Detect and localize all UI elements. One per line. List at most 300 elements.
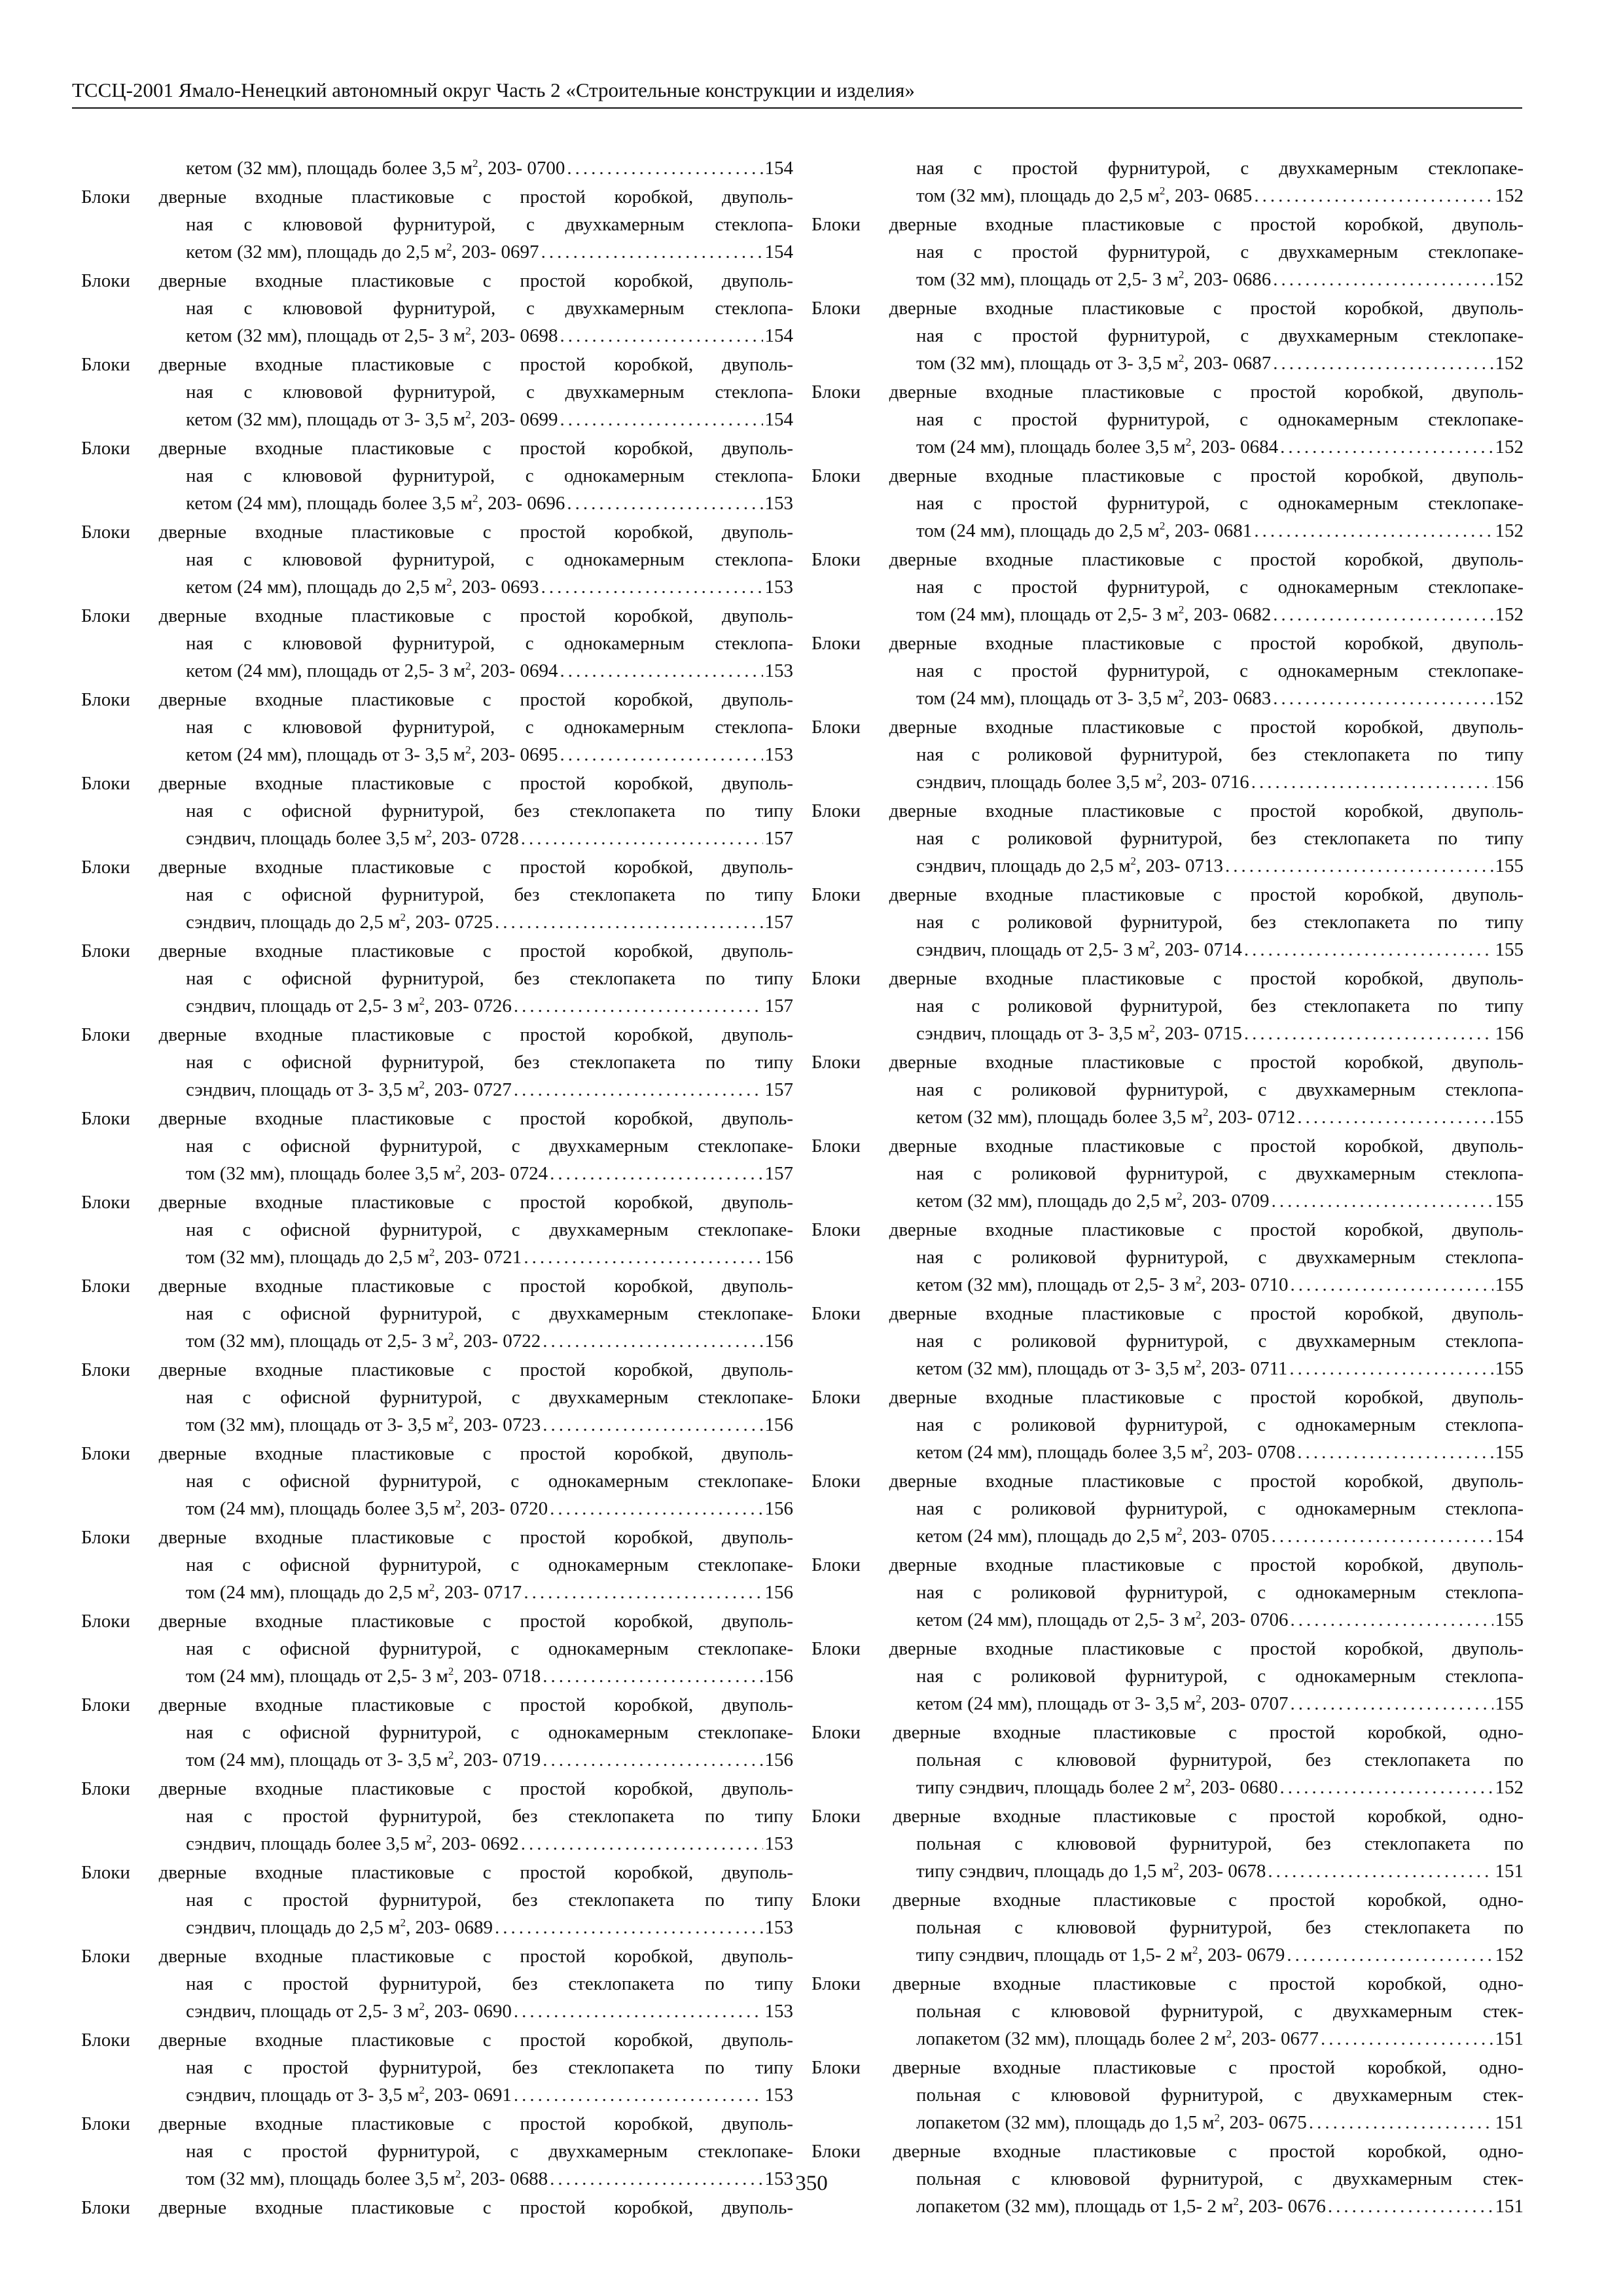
dot-leader bbox=[543, 1662, 762, 1690]
entry-text bbox=[186, 825, 519, 852]
dot-leader bbox=[543, 1327, 762, 1355]
dot-leader bbox=[1273, 266, 1493, 293]
unit-exponent: 2 bbox=[448, 1330, 454, 1342]
entry-text-main: кетом (32 мм), площадь от 3- 3,5 м bbox=[186, 409, 466, 430]
entry-line: Блоки дверные входные пластиковые с простой коробкой, двуполь- bbox=[81, 1443, 793, 1464]
entry-last-line bbox=[812, 852, 1524, 880]
entry-line: Блоки дверные входные пластиковые с простой коробкой, двуполь- bbox=[812, 1471, 1524, 1492]
unit-exponent: 2 bbox=[400, 1916, 406, 1929]
entry-page-number: 155 bbox=[1495, 1609, 1524, 1630]
dot-leader bbox=[514, 2081, 763, 2109]
index-entry bbox=[81, 267, 793, 350]
entry-page-number: 157 bbox=[764, 828, 793, 849]
entry-line: Блоки дверные входные пластиковые с простой коробкой, двуполь- bbox=[81, 1527, 793, 1548]
entry-line: ная с офисной фурнитурой, с однокамерным стеклопаке- bbox=[186, 1638, 793, 1659]
entry-line: Блоки дверные входные пластиковые с простой коробкой, двуполь- bbox=[81, 857, 793, 878]
dot-leader bbox=[1297, 1103, 1493, 1131]
entry-last-line bbox=[812, 350, 1524, 377]
entry-last-line bbox=[812, 1522, 1524, 1550]
entry-last-line bbox=[81, 573, 793, 601]
entry-text bbox=[916, 266, 1271, 293]
entry-last-line bbox=[812, 601, 1524, 628]
entry-page-number: 157 bbox=[764, 996, 793, 1016]
index-entry bbox=[812, 630, 1524, 712]
unit-exponent: 2 bbox=[1178, 603, 1185, 616]
entry-last-line bbox=[812, 1103, 1524, 1131]
entry-text-main: лопакетом (32 мм), площадь от 1,5- 2 м bbox=[916, 2196, 1234, 2217]
entry-line: ная с роликовой фурнитурой, с однокамерным стеклопа- bbox=[916, 1498, 1524, 1519]
entry-page-number: 156 bbox=[764, 1749, 793, 1770]
entry-page-number: 156 bbox=[764, 1666, 793, 1687]
entry-last-line bbox=[812, 936, 1524, 963]
entry-text-main: кетом (32 мм), площадь до 2,5 м bbox=[916, 1191, 1177, 1211]
entry-page-number: 152 bbox=[1495, 185, 1524, 206]
entry-text-main: сэндвич, площадь от 3- 3,5 м bbox=[186, 1079, 419, 1100]
entry-code: , 203- 0713 bbox=[1136, 855, 1223, 876]
entry-line: ная с офисной фурнитурой, с двухкамерным стеклопаке- bbox=[186, 1219, 793, 1240]
entry-text bbox=[916, 1774, 1278, 1801]
entry-line: Блоки дверные входные пластиковые с простой коробкой, одно- bbox=[812, 2141, 1524, 2162]
entry-last-line bbox=[81, 1076, 793, 1103]
entry-last-line bbox=[812, 2109, 1524, 2136]
entry-text-main: том (24 мм), площадь от 3- 3,5 м bbox=[916, 688, 1179, 709]
entry-code: , 203- 0718 bbox=[454, 1666, 541, 1687]
entry-line: Блоки дверные входные пластиковые с простой коробкой, одно- bbox=[812, 1806, 1524, 1827]
entry-code: , 203- 0690 bbox=[424, 2001, 512, 2022]
unit-exponent: 2 bbox=[419, 2084, 425, 2096]
dot-leader bbox=[1289, 1355, 1493, 1382]
entry-text-main: типу сэндвич, площадь от 1,5- 2 м bbox=[916, 1945, 1192, 1965]
entry-text bbox=[916, 1439, 1295, 1466]
entry-line: Блоки дверные входные пластиковые с простой коробкой, одно- bbox=[812, 1890, 1524, 1910]
entry-last-line bbox=[81, 1160, 793, 1187]
dot-leader bbox=[1280, 433, 1493, 461]
entry-last-line bbox=[81, 908, 793, 936]
entry-last-line bbox=[81, 2081, 793, 2109]
unit-exponent: 2 bbox=[1196, 1609, 1202, 1621]
entry-page-number: 152 bbox=[1495, 688, 1524, 709]
entry-code: , 203- 0719 bbox=[454, 1749, 541, 1770]
entry-line: ная с клювовой фурнитурой, с двухкамерным стеклопа- bbox=[186, 298, 793, 319]
entry-page-number: 152 bbox=[1495, 520, 1524, 541]
entry-line: ная с роликовой фурнитурой, с двухкамерным стеклопа- bbox=[916, 1247, 1524, 1268]
dot-leader bbox=[1244, 1020, 1493, 1047]
dot-leader bbox=[543, 1746, 762, 1774]
entry-page-number: 153 bbox=[764, 660, 793, 681]
entry-code: , 203- 0721 bbox=[435, 1247, 522, 1268]
entry-text-main: том (32 мм), площадь до 2,5 м bbox=[916, 185, 1160, 206]
index-entry bbox=[812, 1970, 1524, 2053]
entry-last-line bbox=[81, 992, 793, 1020]
entry-code: , 203- 0722 bbox=[454, 1331, 541, 1352]
dot-leader bbox=[514, 1998, 763, 2025]
entry-text bbox=[186, 1579, 522, 1606]
unit-exponent: 2 bbox=[1226, 2028, 1232, 2040]
entry-code: , 203- 0695 bbox=[471, 744, 558, 765]
entry-last-line bbox=[81, 1830, 793, 1857]
entry-page-number: 151 bbox=[1495, 2112, 1524, 2133]
entry-text-main: сэндвич, площадь от 3- 3,5 м bbox=[186, 2085, 419, 2106]
entry-line: ная с роликовой фурнитурой, с двухкамерным стеклопа- bbox=[916, 1331, 1524, 1352]
entry-page-number: 156 bbox=[1495, 1023, 1524, 1044]
entry-text-main: том (24 мм), площадь от 2,5- 3 м bbox=[916, 604, 1179, 625]
entry-last-line bbox=[812, 1690, 1524, 1717]
entry-text-main: типу сэндвич, площадь до 1,5 м bbox=[916, 1861, 1173, 1882]
entry-text bbox=[916, 2193, 1326, 2220]
entry-line: ная с клювовой фурнитурой, с однокамерным стеклопа- bbox=[186, 549, 793, 570]
entry-line: ная с клювовой фурнитурой, с однокамерным стеклопа- bbox=[186, 717, 793, 738]
entry-line: Блоки дверные входные пластиковые с простой коробкой, двуполь- bbox=[812, 465, 1524, 486]
entry-line: ная с роликовой фурнитурой, без стеклопакета по типу bbox=[916, 912, 1524, 933]
entry-text bbox=[916, 1690, 1289, 1717]
index-entry bbox=[81, 1607, 793, 1690]
index-entry bbox=[81, 602, 793, 685]
entry-page-number: 157 bbox=[764, 912, 793, 933]
entry-text bbox=[186, 322, 558, 350]
entry-line: ная с офисной фурнитурой, с однокамерным стеклопаке- bbox=[186, 1722, 793, 1743]
entry-line: ная с офисной фурнитурой, без стеклопакета по типу bbox=[186, 968, 793, 989]
entry-text-main: кетом (24 мм), площадь от 3- 3,5 м bbox=[186, 744, 466, 765]
entry-text-main: кетом (32 мм), площадь от 2,5- 3 м bbox=[186, 325, 466, 346]
entry-page-number: 156 bbox=[764, 1331, 793, 1352]
entry-line: Блоки дверные входные пластиковые с простой коробкой, двуполь- bbox=[81, 689, 793, 710]
dot-leader bbox=[1254, 182, 1493, 209]
entry-code: , 203- 0692 bbox=[431, 1833, 519, 1854]
entry-page-number: 155 bbox=[1495, 1442, 1524, 1463]
entry-code: , 203- 0675 bbox=[1220, 2112, 1307, 2133]
unit-exponent: 2 bbox=[1177, 1525, 1183, 1537]
entry-text-main: сэндвич, площадь от 2,5- 3 м bbox=[186, 996, 419, 1016]
entry-line: Блоки дверные входные пластиковые с простой коробкой, одно- bbox=[812, 2057, 1524, 2078]
entry-line: ная с клювовой фурнитурой, с двухкамерным стеклопа- bbox=[186, 214, 793, 235]
entry-text-main: том (24 мм), площадь от 3- 3,5 м bbox=[186, 1749, 448, 1770]
dot-leader bbox=[495, 1914, 763, 1941]
index-entry bbox=[812, 713, 1524, 796]
entry-line: польная с клювовой фурнитурой, без стеклопакета по bbox=[916, 1749, 1524, 1770]
unit-exponent: 2 bbox=[1178, 687, 1185, 700]
index-entry bbox=[812, 1049, 1524, 1131]
dot-leader bbox=[1280, 1774, 1493, 1801]
entry-text bbox=[916, 1355, 1287, 1382]
entry-page-number: 153 bbox=[764, 2001, 793, 2022]
entry-line: Блоки дверные входные пластиковые с простой коробкой, двуполь- bbox=[812, 1303, 1524, 1324]
entry-page-number: 156 bbox=[1495, 772, 1524, 793]
unit-exponent: 2 bbox=[1202, 1106, 1209, 1119]
entry-line: ная с офисной фурнитурой, с двухкамерным стеклопаке- bbox=[186, 1136, 793, 1157]
dot-leader bbox=[550, 1160, 762, 1187]
entry-line: Блоки дверные входные пластиковые с простой коробкой, двуполь- bbox=[81, 1778, 793, 1799]
entry-code: , 203- 0697 bbox=[452, 242, 539, 262]
entry-line: Блоки дверные входные пластиковые с простой коробкой, двуполь- bbox=[81, 773, 793, 794]
entry-last-line bbox=[81, 1662, 793, 1690]
entry-text-main: сэндвич, площадь от 2,5- 3 м bbox=[916, 939, 1150, 960]
entry-code: , 203- 0709 bbox=[1182, 1191, 1270, 1211]
unit-exponent: 2 bbox=[472, 157, 478, 170]
entry-text bbox=[916, 1271, 1289, 1299]
entry-line: ная с простой фурнитурой, без стеклопакета по типу bbox=[186, 1973, 793, 1994]
entry-text bbox=[186, 238, 539, 266]
entry-text bbox=[186, 1746, 541, 1774]
index-entry bbox=[81, 853, 793, 936]
running-header: ТССЦ-2001 Ямало-Ненецкий автономный округ Часть 2 «Строительные конструкции и изделия» bbox=[72, 73, 1522, 109]
entry-text-main: том (24 мм), площадь более 3,5 м bbox=[186, 1498, 455, 1519]
entry-line: Блоки дверные входные пластиковые с простой коробкой, двуполь- bbox=[81, 1108, 793, 1129]
entry-page-number: 154 bbox=[764, 409, 793, 430]
entry-code: , 203- 0687 bbox=[1184, 353, 1272, 374]
index-entry bbox=[81, 1272, 793, 1355]
index-entry bbox=[81, 1356, 793, 1439]
entry-text-main: том (32 мм), площадь от 3- 3,5 м bbox=[186, 1414, 448, 1435]
entry-line: Блоки дверные входные пластиковые с простой коробкой, двуполь- bbox=[812, 1638, 1524, 1659]
unit-exponent: 2 bbox=[1202, 1441, 1209, 1454]
entry-last-line bbox=[81, 1746, 793, 1774]
entry-line: ная с клювовой фурнитурой, с двухкамерным стеклопа- bbox=[186, 382, 793, 403]
dot-leader bbox=[495, 908, 763, 936]
unit-exponent: 2 bbox=[1149, 1022, 1155, 1035]
entry-code: , 203- 0689 bbox=[406, 1917, 493, 1938]
dot-leader bbox=[1273, 350, 1493, 377]
entry-text bbox=[916, 1020, 1242, 1047]
unit-exponent: 2 bbox=[1178, 268, 1185, 281]
index-entry bbox=[812, 462, 1524, 545]
dot-leader bbox=[543, 1411, 762, 1439]
entry-line: Блоки дверные входные пластиковые с простой коробкой, двуполь- bbox=[81, 438, 793, 459]
entry-code: , 203- 0700 bbox=[478, 158, 565, 179]
entry-text-main: кетом (32 мм), площадь более 3,5 м bbox=[186, 158, 473, 179]
unit-exponent: 2 bbox=[465, 744, 471, 756]
entry-text-main: кетом (24 мм), площадь более 3,5 м bbox=[916, 1442, 1203, 1463]
entry-text-main: сэндвич, площадь более 3,5 м bbox=[186, 1833, 427, 1854]
entry-text bbox=[186, 1160, 548, 1187]
entry-text bbox=[186, 657, 558, 685]
entry-last-line bbox=[81, 490, 793, 517]
entry-last-line bbox=[812, 2193, 1524, 2220]
entry-last-line bbox=[812, 1606, 1524, 1634]
entry-page-number: 157 bbox=[764, 1163, 793, 1184]
index-entry bbox=[81, 351, 793, 433]
unit-exponent: 2 bbox=[419, 1079, 425, 1091]
entry-text bbox=[186, 1830, 519, 1857]
entry-code: , 203- 0723 bbox=[454, 1414, 541, 1435]
entry-text-main: том (24 мм), площадь более 3,5 м bbox=[916, 437, 1186, 457]
unit-exponent: 2 bbox=[1196, 1274, 1202, 1286]
entry-text bbox=[186, 908, 493, 936]
entry-text-main: кетом (32 мм), площадь более 3,5 м bbox=[916, 1107, 1203, 1128]
entry-line: Блоки дверные входные пластиковые с простой коробкой, одно- bbox=[812, 1722, 1524, 1743]
entry-line: ная с простой фурнитурой, с однокамерным стеклопаке- bbox=[916, 409, 1524, 430]
unit-exponent: 2 bbox=[446, 241, 452, 253]
index-column-right bbox=[812, 154, 1524, 2221]
entry-text-main: кетом (24 мм), площадь до 2,5 м bbox=[186, 577, 447, 598]
index-entry bbox=[812, 881, 1524, 963]
entry-line: Блоки дверные входные пластиковые с простой коробкой, двуполь- bbox=[812, 1387, 1524, 1408]
entry-text bbox=[916, 2109, 1307, 2136]
entry-last-line bbox=[81, 238, 793, 266]
entry-line: ная с простой фурнитурой, с двухкамерным стеклопаке- bbox=[916, 158, 1524, 179]
unit-exponent: 2 bbox=[429, 1246, 435, 1259]
entry-code: , 203- 0681 bbox=[1165, 520, 1253, 541]
entry-code: , 203- 0679 bbox=[1198, 1945, 1285, 1965]
entry-page-number: 153 bbox=[764, 577, 793, 598]
entry-code: , 203- 0677 bbox=[1232, 2028, 1319, 2049]
entry-text-main: том (32 мм), площадь от 2,5- 3 м bbox=[916, 269, 1179, 290]
dot-leader bbox=[524, 1244, 762, 1271]
entry-last-line bbox=[81, 825, 793, 852]
entry-code: , 203- 0678 bbox=[1179, 1861, 1266, 1882]
entry-last-line bbox=[812, 182, 1524, 209]
dot-leader bbox=[1254, 517, 1493, 545]
entry-last-line bbox=[81, 406, 793, 433]
entry-line: ная с простой фурнитурой, с двухкамерным стеклопаке- bbox=[916, 325, 1524, 346]
entry-text-main: том (32 мм), площадь до 2,5 м bbox=[186, 1247, 429, 1268]
entry-page-number: 152 bbox=[1495, 437, 1524, 457]
entry-page-number: 153 bbox=[764, 2085, 793, 2106]
entry-text bbox=[916, 1857, 1266, 1885]
entry-line: Блоки дверные входные пластиковые с простой коробкой, двуполь- bbox=[812, 1136, 1524, 1157]
dot-leader bbox=[1321, 2025, 1493, 2053]
entry-line: ная с роликовой фурнитурой, с однокамерным стеклопа- bbox=[916, 1414, 1524, 1435]
entry-last-line bbox=[812, 1857, 1524, 1885]
unit-exponent: 2 bbox=[1159, 185, 1166, 197]
entry-line: Блоки дверные входные пластиковые с простой коробкой, двуполь- bbox=[81, 354, 793, 375]
entry-line: ная с офисной фурнитурой, без стеклопакета по типу bbox=[186, 884, 793, 905]
entry-code: , 203- 0724 bbox=[461, 1163, 548, 1184]
entry-text-main: сэндвич, площадь от 2,5- 3 м bbox=[186, 2001, 419, 2022]
entry-text-main: том (32 мм), площадь от 3- 3,5 м bbox=[916, 353, 1179, 374]
entry-code: , 203- 0684 bbox=[1191, 437, 1279, 457]
index-entry bbox=[81, 435, 793, 517]
entry-line: польная с клювовой фурнитурой, с двухкамерным стек- bbox=[916, 2085, 1524, 2106]
dot-leader bbox=[524, 1579, 762, 1606]
entry-text bbox=[186, 741, 558, 768]
index-entry bbox=[812, 797, 1524, 880]
index-entry bbox=[812, 154, 1524, 209]
entry-code: , 203- 0696 bbox=[478, 493, 565, 514]
entry-line: ная с простой фурнитурой, без стеклопакета по типу bbox=[186, 1890, 793, 1910]
entry-code: , 203- 0725 bbox=[406, 912, 493, 933]
index-entry bbox=[812, 378, 1524, 461]
entry-text-main: лопакетом (32 мм), площадь до 1,5 м bbox=[916, 2112, 1215, 2133]
unit-exponent: 2 bbox=[1130, 855, 1137, 867]
index-entry bbox=[81, 1440, 793, 1522]
entry-line: Блоки дверные входные пластиковые с простой коробкой, двуполь- bbox=[81, 1276, 793, 1297]
entry-last-line bbox=[812, 1020, 1524, 1047]
entry-text bbox=[186, 573, 539, 601]
entry-page-number: 151 bbox=[1495, 2196, 1524, 2217]
entry-page-number: 156 bbox=[764, 1414, 793, 1435]
entry-page-number: 154 bbox=[1495, 1526, 1524, 1547]
entry-last-line bbox=[812, 2025, 1524, 2053]
entry-line: ная с офисной фурнитурой, с двухкамерным стеклопаке- bbox=[186, 1303, 793, 1324]
entry-line: ная с офисной фурнитурой, с однокамерным стеклопаке- bbox=[186, 1471, 793, 1492]
entry-line: Блоки дверные входные пластиковые с простой коробкой, двуполь- bbox=[812, 717, 1524, 738]
index-entry bbox=[812, 1384, 1524, 1466]
entry-page-number: 154 bbox=[764, 325, 793, 346]
entry-line: ная с офисной фурнитурой, без стеклопакета по типу bbox=[186, 1052, 793, 1073]
index-entry bbox=[812, 1467, 1524, 1550]
unit-exponent: 2 bbox=[1178, 352, 1185, 365]
index-entry bbox=[81, 1775, 793, 1857]
entry-text-main: кетом (32 мм), площадь от 3- 3,5 м bbox=[916, 1358, 1196, 1379]
entry-text bbox=[916, 1941, 1285, 1969]
entry-line: Блоки дверные входные пластиковые с простой коробкой, двуполь- bbox=[81, 1695, 793, 1715]
unit-exponent: 2 bbox=[1149, 939, 1155, 951]
entry-text-main: сэндвич, площадь до 2,5 м bbox=[916, 855, 1131, 876]
entry-page-number: 153 bbox=[764, 744, 793, 765]
unit-exponent: 2 bbox=[455, 1162, 461, 1175]
entry-text-main: кетом (24 мм), площадь более 3,5 м bbox=[186, 493, 473, 514]
unit-exponent: 2 bbox=[1233, 2195, 1239, 2208]
entry-page-number: 155 bbox=[1495, 1358, 1524, 1379]
unit-exponent: 2 bbox=[426, 1833, 432, 1845]
dot-leader bbox=[541, 238, 763, 266]
dot-leader bbox=[1268, 1857, 1493, 1885]
entry-text bbox=[916, 1522, 1270, 1550]
entry-code: , 203- 0698 bbox=[471, 325, 558, 346]
index-entry bbox=[81, 183, 793, 266]
entry-line: ная с роликовой фурнитурой, с двухкамерным стеклопа- bbox=[916, 1079, 1524, 1100]
entry-text-main: том (24 мм), площадь до 2,5 м bbox=[186, 1582, 429, 1603]
unit-exponent: 2 bbox=[1196, 1357, 1202, 1370]
entry-text bbox=[916, 685, 1271, 712]
entry-text bbox=[186, 1411, 541, 1439]
unit-exponent: 2 bbox=[455, 2168, 461, 2180]
entry-last-line bbox=[812, 1271, 1524, 1299]
unit-exponent: 2 bbox=[465, 408, 471, 421]
unit-exponent: 2 bbox=[1185, 436, 1192, 448]
entry-line: ная с клювовой фурнитурой, с однокамерным стеклопа- bbox=[186, 465, 793, 486]
dot-leader bbox=[1291, 1690, 1493, 1717]
entry-text bbox=[186, 1662, 541, 1690]
unit-exponent: 2 bbox=[448, 1665, 454, 1677]
unit-exponent: 2 bbox=[455, 1498, 461, 1510]
index-entry bbox=[81, 2026, 793, 2109]
entry-last-line bbox=[81, 1579, 793, 1606]
entry-text bbox=[186, 490, 565, 517]
entry-line: Блоки дверные входные пластиковые с простой коробкой, двуполь- bbox=[81, 1862, 793, 1883]
entry-text-main: том (32 мм), площадь от 2,5- 3 м bbox=[186, 1331, 448, 1352]
entry-text bbox=[916, 601, 1271, 628]
index-entry bbox=[81, 686, 793, 768]
entry-line: польная с клювовой фурнитурой, без стеклопакета по bbox=[916, 1917, 1524, 1938]
dot-leader bbox=[514, 1076, 763, 1103]
unit-exponent: 2 bbox=[465, 325, 471, 337]
entry-text-main: сэндвич, площадь более 3,5 м bbox=[916, 772, 1157, 793]
entry-last-line bbox=[81, 657, 793, 685]
entry-page-number: 155 bbox=[1495, 939, 1524, 960]
entry-line: ная с офисной фурнитурой, без стеклопакета по типу bbox=[186, 800, 793, 821]
dot-leader bbox=[560, 657, 763, 685]
entry-page-number: 152 bbox=[1495, 353, 1524, 374]
entry-last-line bbox=[81, 1495, 793, 1522]
entry-text bbox=[916, 433, 1278, 461]
entry-code: , 203- 0683 bbox=[1184, 688, 1272, 709]
entry-line: ная с простой фурнитурой, с двухкамерным стеклопаке- bbox=[186, 2141, 793, 2162]
unit-exponent: 2 bbox=[1177, 1190, 1183, 1202]
entry-text-main: том (24 мм), площадь от 2,5- 3 м bbox=[186, 1666, 448, 1687]
entry-page-number: 154 bbox=[764, 158, 793, 179]
entry-last-line bbox=[812, 1355, 1524, 1382]
entry-line: ная с офисной фурнитурой, с двухкамерным стеклопаке- bbox=[186, 1387, 793, 1408]
entry-code: , 203- 0728 bbox=[431, 828, 519, 849]
index-entry bbox=[812, 1635, 1524, 1717]
dot-leader bbox=[1309, 2109, 1493, 2136]
unit-exponent: 2 bbox=[1214, 2111, 1220, 2124]
entry-text-main: том (32 мм), площадь более 3,5 м bbox=[186, 2168, 455, 2189]
entry-line: ная с роликовой фурнитурой, без стеклопакета по типу bbox=[916, 744, 1524, 765]
index-entry bbox=[812, 1132, 1524, 1215]
entry-text-main: сэндвич, площадь до 2,5 м bbox=[186, 1917, 401, 1938]
